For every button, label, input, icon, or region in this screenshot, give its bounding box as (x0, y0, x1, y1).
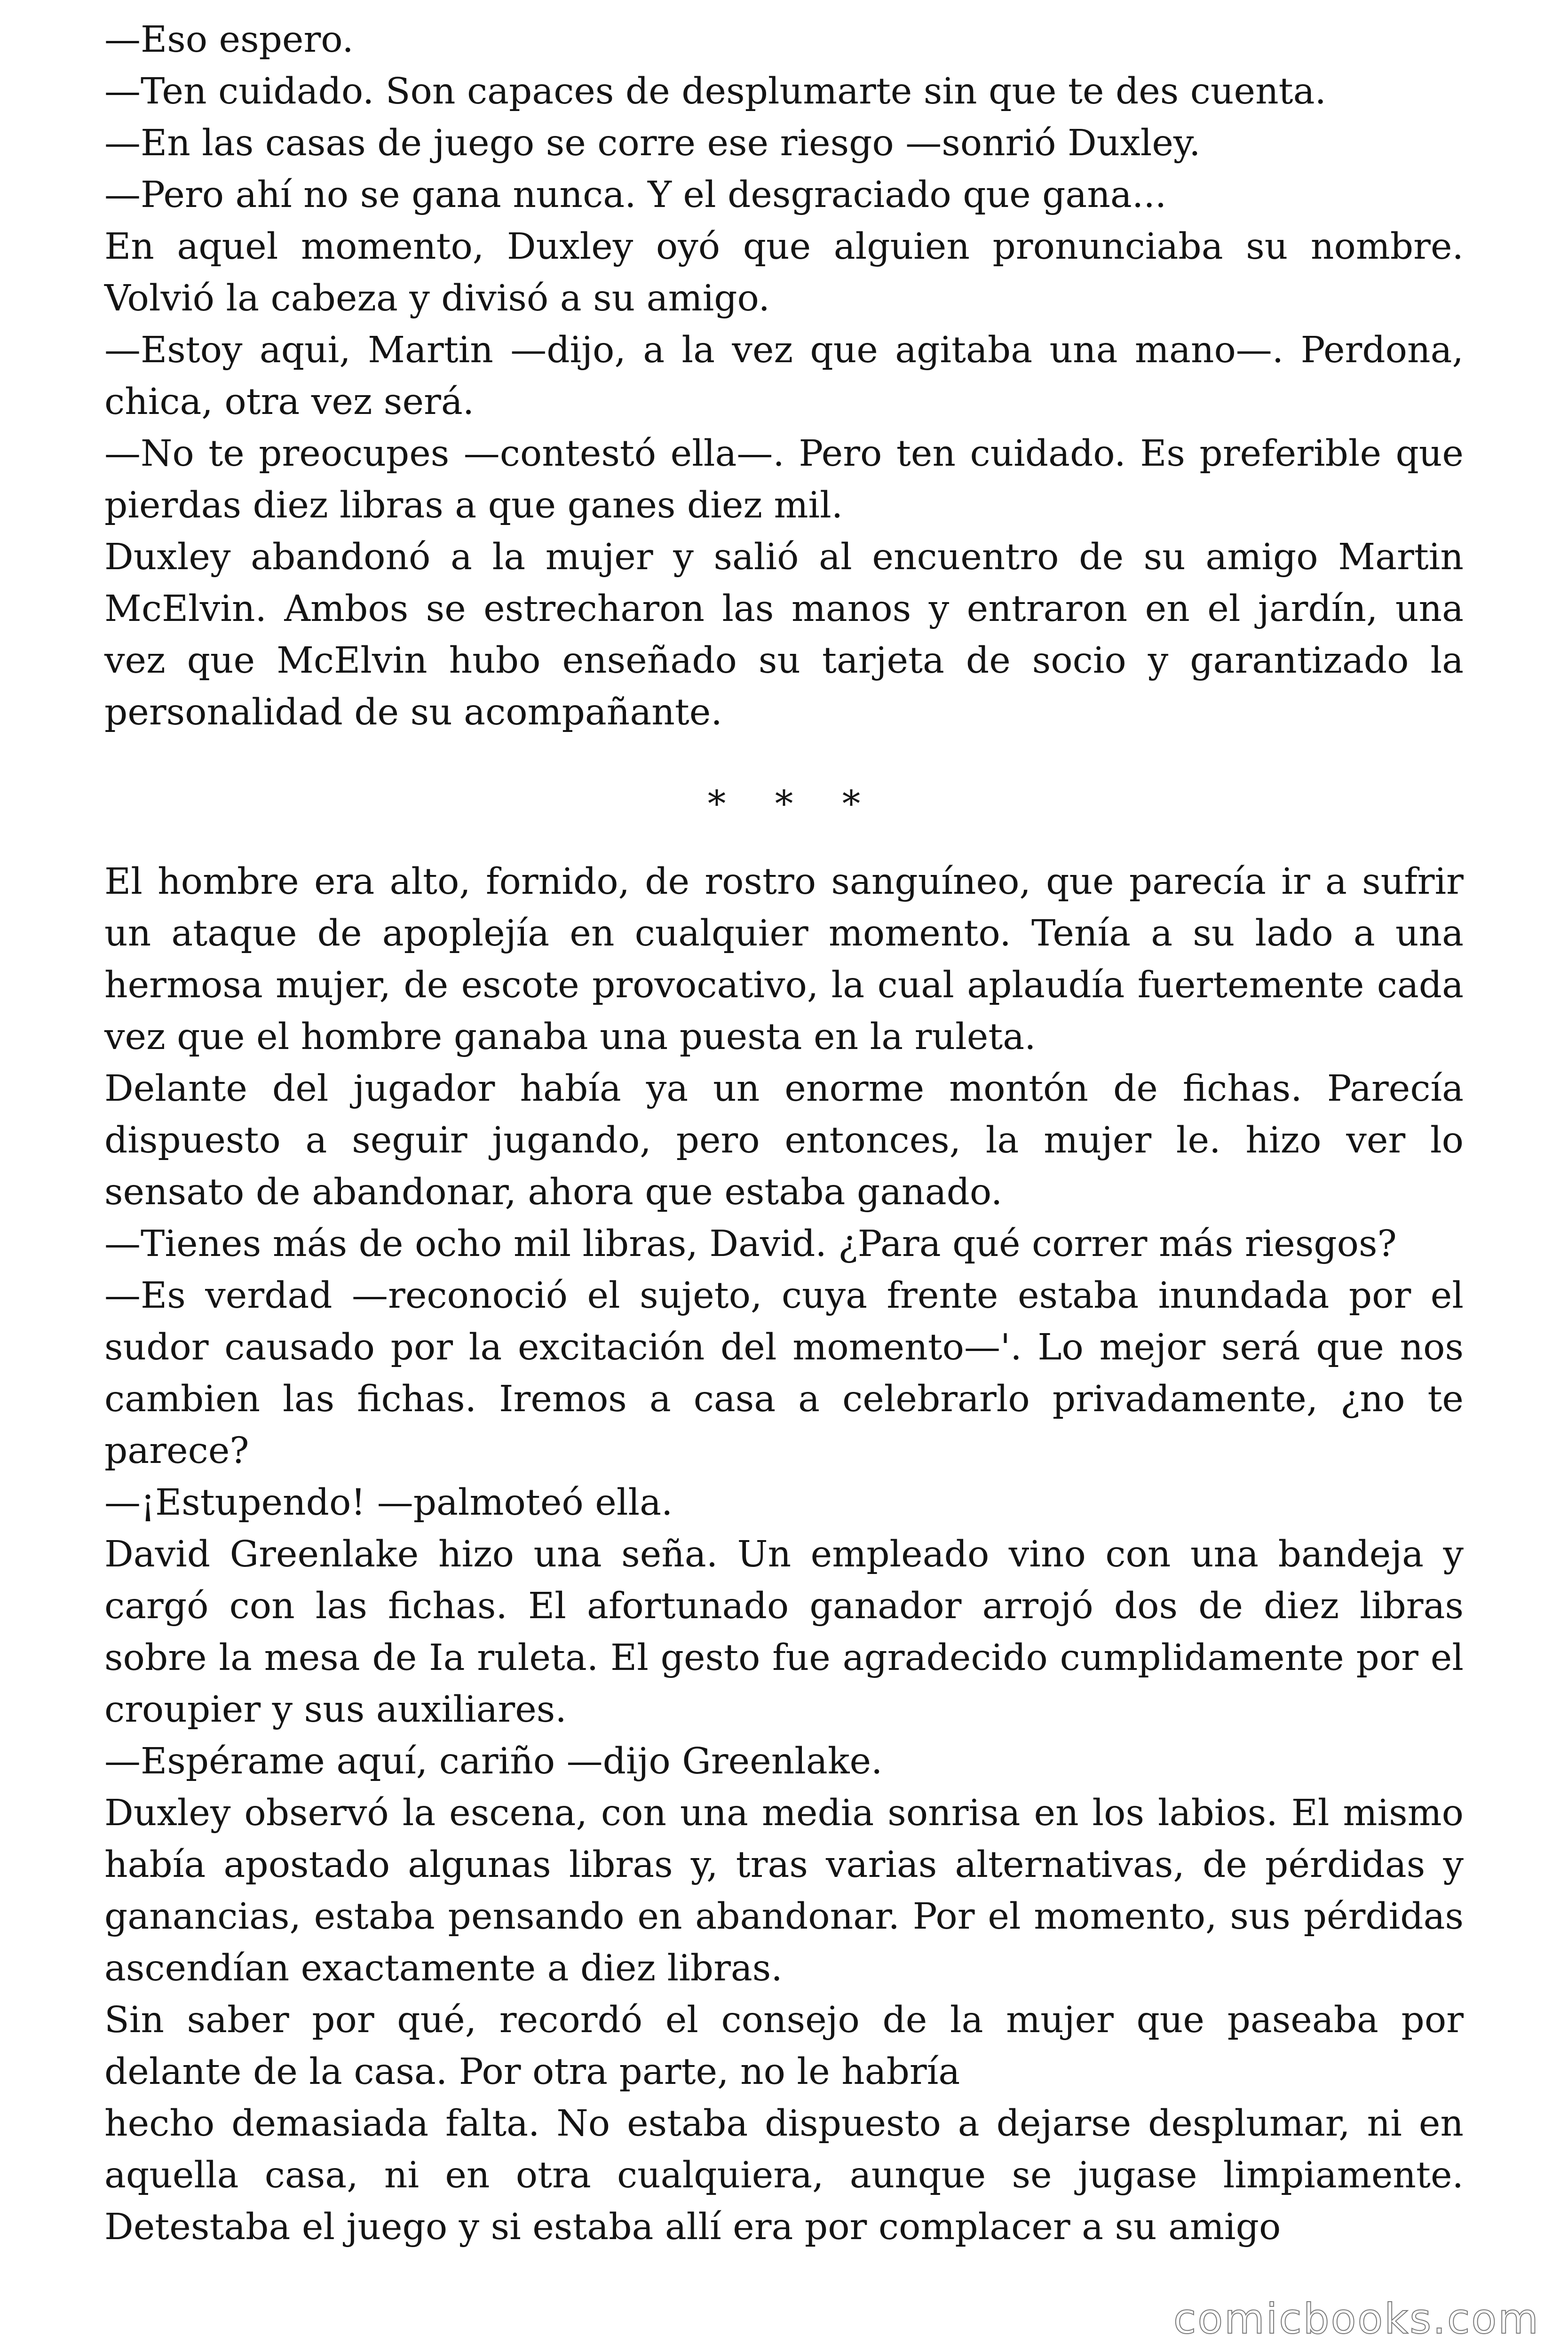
paragraph: —Ten cuidado. Son capaces de desplumarte sin que te des cuenta. (104, 71, 1326, 112)
paragraph: —No te preocupes —contestó ella—. Pero ten cuidado. Es preferible que pierdas diez libras a que ganes diez mil. (104, 433, 1464, 526)
paragraph: —Pero ahí no se gana nunca. Y el desgraciado que gana... (104, 174, 1167, 216)
section-1 (104, 14, 1464, 739)
paragraph: En aquel momento, Duxley oyó que alguien pronunciaba su nombre. Volvió la cabeza y divisó a su amigo. (104, 226, 1464, 319)
paragraph: —¡Estupendo! —palmoteó ella. (104, 1482, 673, 1524)
paragraph: hecho demasiada falta. No estaba dispuesto a dejarse desplumar, ni en aquella casa, ni en otra cualquiera, aunque se jugase limpiamente. Detestaba el juego y si estaba allí era por complacer a su amigo (104, 2103, 1464, 2248)
paragraph: Duxley observó la escena, con una media sonrisa en los labios. El mismo había apostado algunas libras y, tras varias alternativas, de pérdidas y ganancias, estaba pensando en abandonar. Por el momento, sus pérdidas ascendían exactamente a diez libras. (104, 1792, 1464, 1989)
paragraph: El hombre era alto, fornido, de rostro sanguíneo, que parecía ir a sufrir un ataque de apoplejía en cualquier momento. Tenía a su lado a una hermosa mujer, de escote provocativo, la cual aplaudía fuertemente cada vez que el hombre ganaba una puesta en la ruleta. (104, 861, 1464, 1058)
paragraph: —Estoy aqui, Martin —dijo, a la vez que agitaba una mano—. Perdona, chica, otra vez será. (104, 329, 1464, 423)
paragraph: David Greenlake hizo una seña. Un empleado vino con una bandeja y cargó con las fichas. El afortunado ganador arrojó dos de diez libras sobre la mesa de Ia ruleta. El gesto fue agradecido cumplidamente por el croupier y sus auxiliares. (104, 1534, 1464, 1731)
watermark: comicbooks.com (1173, 2295, 1540, 2343)
paragraph: Duxley abandonó a la mujer y salió al encuentro de su amigo Martin McElvin. Ambos se estrecharon las manos y entraron en el jardín, una vez que McElvin hubo enseñado su tarjeta de socio y garantizado la personalidad de su acompañante. (104, 536, 1464, 733)
paragraph: Delante del jugador había ya un enorme montón de fichas. Parecía dispuesto a seguir jugando, pero entonces, la mujer le. hizo ver lo sensato de abandonar, ahora que estaba ganado. (104, 1068, 1464, 1213)
paragraph: —Es verdad —reconoció el sujeto, cuya frente estaba inundada por el sudor causado por la excitación del momento—'. Lo mejor será que nos cambien las fichas. Iremos a casa a celebrarlo privadamente, ¿no te parece? (104, 1275, 1464, 1472)
section-separator: * * * (707, 783, 879, 825)
section-2 (104, 856, 1464, 2253)
paragraph: Sin saber por qué, recordó el consejo de la mujer que paseaba por delante de la casa. Por otra parte, no le habría (104, 1999, 1464, 2093)
paragraph: —Eso espero. (104, 19, 354, 61)
paragraph: —Espérame aquí, cariño —dijo Greenlake. (104, 1740, 883, 1782)
paragraph: —Tienes más de ocho mil libras, David. ¿Para qué correr más riesgos? (104, 1223, 1397, 1265)
paragraph: —En las casas de juego se corre ese riesgo —sonrió Duxley. (104, 122, 1201, 164)
book-page (104, 14, 1464, 2253)
